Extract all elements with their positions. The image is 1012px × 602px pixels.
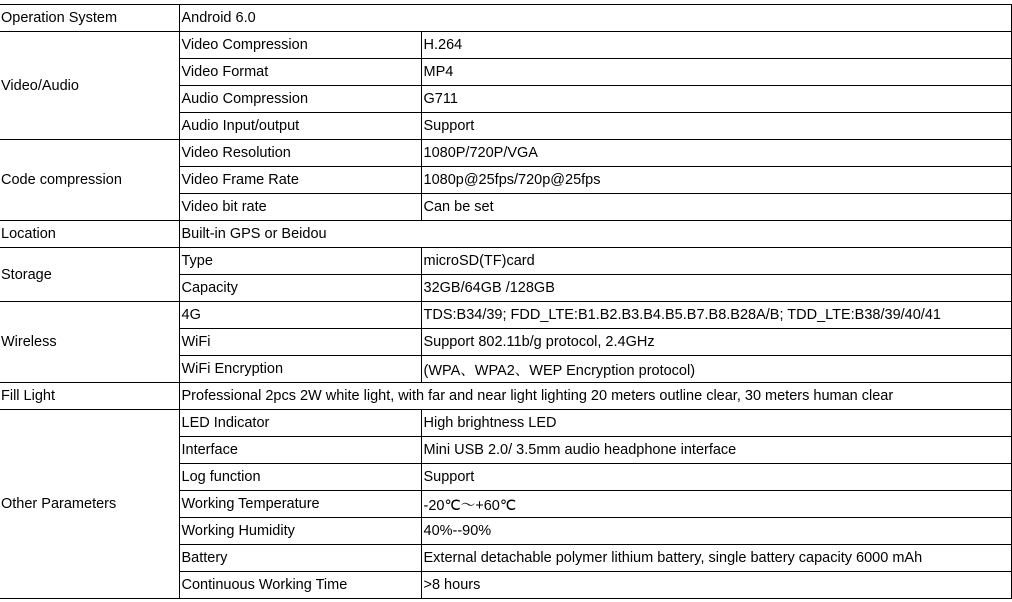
table-row	[0, 383, 1011, 410]
value-cell: MP4	[421, 59, 1011, 86]
label-cell: Audio Compression	[179, 86, 421, 113]
value-cell: (WPA、WPA2、WEP Encryption protocol)	[421, 356, 1011, 383]
label-cell: Battery	[179, 545, 421, 572]
value-cell: -20℃～+60℃	[421, 491, 1011, 518]
table-row	[0, 32, 1011, 59]
value-cell: Professional 2pcs 2W white light, with far and near light lighting 20 meters outline clear, 30 meters human clear	[179, 383, 1011, 410]
value-cell: TDS:B34/39; FDD_LTE:B1.B2.B3.B4.B5.B7.B8.B28A/B; TDD_LTE:B38/39/40/41	[421, 302, 1011, 329]
label-cell: Audio Input/output	[179, 113, 421, 140]
table-row	[0, 221, 1011, 248]
label-cell: Video Resolution	[179, 140, 421, 167]
value-cell: Can be set	[421, 194, 1011, 221]
label-cell: 4G	[179, 302, 421, 329]
value-cell: High brightness LED	[421, 410, 1011, 437]
value-cell: Built-in GPS or Beidou	[179, 221, 1011, 248]
label-cell: LED Indicator	[179, 410, 421, 437]
value-cell: Mini USB 2.0/ 3.5mm audio headphone interface	[421, 437, 1011, 464]
value-cell: >8 hours	[421, 572, 1011, 599]
label-cell: WiFi	[179, 329, 421, 356]
value-cell: 40%--90%	[421, 518, 1011, 545]
table-row	[0, 302, 1011, 329]
category-cell: Storage	[0, 248, 179, 302]
category-cell: Fill Light	[0, 383, 179, 410]
value-cell: 1080p@25fps/720p@25fps	[421, 167, 1011, 194]
category-cell: Wireless	[0, 302, 179, 383]
value-cell: 32GB/64GB /128GB	[421, 275, 1011, 302]
label-cell: Working Humidity	[179, 518, 421, 545]
value-cell: 1080P/720P/VGA	[421, 140, 1011, 167]
table-row	[0, 248, 1011, 275]
table-row	[0, 140, 1011, 167]
value-cell: Support	[421, 464, 1011, 491]
category-cell: Location	[0, 221, 179, 248]
spec-table	[0, 4, 1012, 599]
value-cell: Support	[421, 113, 1011, 140]
label-cell: Continuous Working Time	[179, 572, 421, 599]
label-cell: Interface	[179, 437, 421, 464]
category-cell: Operation System	[0, 5, 179, 32]
value-cell: Support 802.11b/g protocol, 2.4GHz	[421, 329, 1011, 356]
label-cell: Type	[179, 248, 421, 275]
label-cell: Log function	[179, 464, 421, 491]
label-cell: WiFi Encryption	[179, 356, 421, 383]
label-cell: Video Frame Rate	[179, 167, 421, 194]
label-cell: Working Temperature	[179, 491, 421, 518]
value-cell: G711	[421, 86, 1011, 113]
category-cell: Video/Audio	[0, 32, 179, 140]
category-cell: Code compression	[0, 140, 179, 221]
label-cell: Video Compression	[179, 32, 421, 59]
label-cell: Video Format	[179, 59, 421, 86]
value-cell: Android 6.0	[179, 5, 1011, 32]
label-cell: Video bit rate	[179, 194, 421, 221]
value-cell: H.264	[421, 32, 1011, 59]
value-cell: External detachable polymer lithium battery, single battery capacity 6000 mAh	[421, 545, 1011, 572]
value-cell: microSD(TF)card	[421, 248, 1011, 275]
label-cell: Capacity	[179, 275, 421, 302]
table-row	[0, 410, 1011, 437]
table-row	[0, 5, 1011, 32]
category-cell: Other Parameters	[0, 410, 179, 599]
